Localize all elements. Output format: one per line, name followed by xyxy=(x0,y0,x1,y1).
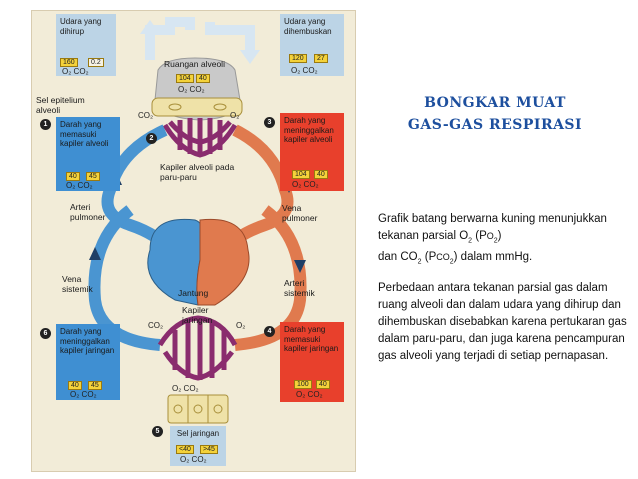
tissue-capillary-label: Kapiler jaringan xyxy=(182,305,213,325)
heart-label: Jantung xyxy=(178,288,209,298)
tissue-cell-gas-labels: O₂ CO₂ xyxy=(172,384,199,393)
inhaled-co2-value: 0.2 xyxy=(88,58,104,67)
exhaled-co2-bar: 27 xyxy=(314,54,328,63)
inhaled-gas-labels: O₂ CO₂ xyxy=(62,67,89,76)
para1-text-l: ) dalam mmHg. xyxy=(453,251,533,264)
step-6-o2-bar: 40 xyxy=(68,381,82,390)
para1-text-d: O xyxy=(486,231,494,241)
step-6-badge: 6 xyxy=(40,328,51,339)
co2-label-alveolus: CO₂ xyxy=(138,111,154,120)
step-4-badge: 4 xyxy=(264,326,275,337)
step-6-gas-labels: O₂ CO₂ xyxy=(70,390,97,399)
step-5-o2-bar: <40 xyxy=(176,445,194,454)
inhaled-o2-bar: 160 xyxy=(60,58,78,67)
step-4-o2-bar: 100 xyxy=(294,380,312,389)
step-3-gas-labels: O₂ CO₂ xyxy=(292,180,319,189)
o2-label-tissue-right: O₂ xyxy=(236,321,246,330)
para1-sub-o2: 2 xyxy=(468,237,473,245)
co2-label-tissue-left: CO₂ xyxy=(148,321,164,330)
step-1-label: Darah yang memasuki kapiler alveoli xyxy=(60,120,109,148)
step-4-label: Darah yang memasuki kapiler jaringan xyxy=(284,325,339,353)
exhaled-gas-labels: O₂ CO₂ xyxy=(291,66,318,75)
para1-sub-co2b: 2 xyxy=(449,258,454,266)
description-paragraph-2: Perbedaan antara tekanan parsial gas dalam ruang alveoli dan dalam udara yang dihirup dan dihembuskan disebabkan karena pertukaran gas dalam paru-paru, dan juga karena pencampuran gas alveoli yang terjadi di setiap pernapasan. xyxy=(378,282,627,362)
tissue-capillary xyxy=(160,318,235,380)
step-1-co2-bar: 45 xyxy=(86,172,100,181)
step-6-label: Darah yang meninggalkan kapiler jaringan xyxy=(60,327,115,355)
o2-label-alveolus: O₂ xyxy=(230,111,240,120)
inhaled-air-label: Udara yang dihirup xyxy=(60,17,102,36)
title-line-1: BONGKAR MUAT xyxy=(424,95,566,111)
exhaled-o2-bar: 120 xyxy=(289,54,307,63)
para1-text-a: Grafik batang berwarna kuning menunjukkan tekanan parsial O xyxy=(378,213,607,242)
arteri-pulmoner-label: Arteri pulmoner xyxy=(70,202,106,222)
step-6-co2-bar: 45 xyxy=(88,381,102,390)
step-5-label: Sel jaringan xyxy=(176,429,220,438)
vena-sistemik-label: Vena sistemik xyxy=(62,274,93,294)
para1-text-j: CO xyxy=(436,252,450,263)
alveoli-gas-labels: O₂ CO₂ xyxy=(178,85,205,94)
alveolar-capillary-label: Kapiler alveoli pada paru-paru xyxy=(160,162,235,182)
para1-text-i: (P xyxy=(421,251,437,264)
title-line-2: GAS-GAS RESPIRASI xyxy=(407,117,583,133)
description-paragraph-1 xyxy=(378,211,633,271)
exhaled-air-label: Udara yang dihembuskan xyxy=(284,17,332,36)
vena-pulmoner-label: Vena pulmoner xyxy=(282,203,318,223)
epithelium-label: Sel epitelium alveoli xyxy=(36,95,85,115)
alveoli-o2-bar: 104 xyxy=(176,74,194,83)
step-3-badge: 3 xyxy=(264,117,275,128)
step-4-gas-labels: O₂ CO₂ xyxy=(296,390,323,399)
step-3-o2-bar: 104 xyxy=(292,170,310,179)
alveoli-label: Ruangan alveoli xyxy=(164,59,225,69)
para1-text-c: (P xyxy=(472,230,487,242)
arteri-sistemik-label: Arteri sistemik xyxy=(284,278,315,298)
step-5-gas-labels: O₂ CO₂ xyxy=(180,455,207,464)
para1-text-g: dan CO xyxy=(378,251,418,264)
step-1-badge: 1 xyxy=(40,119,51,130)
step-1-o2-bar: 40 xyxy=(66,172,80,181)
para1-text-f: ) xyxy=(497,230,502,242)
para1-sub-o2b: 2 xyxy=(493,237,498,245)
step-3-co2-bar: 40 xyxy=(314,170,328,179)
step-3-label: Darah yang meninggalkan kapiler alveoli xyxy=(284,116,334,144)
step-2-badge: 2 xyxy=(146,133,157,144)
para1-sub-co2: 2 xyxy=(417,258,422,266)
step-5-badge: 5 xyxy=(152,426,163,437)
step-4-co2-bar: 40 xyxy=(316,380,330,389)
alveolar-capillary xyxy=(165,118,235,156)
step-1-gas-labels: O₂ CO₂ xyxy=(66,181,93,190)
alveoli-co2-bar: 40 xyxy=(196,74,210,83)
step-5-co2-bar: >45 xyxy=(200,445,218,454)
